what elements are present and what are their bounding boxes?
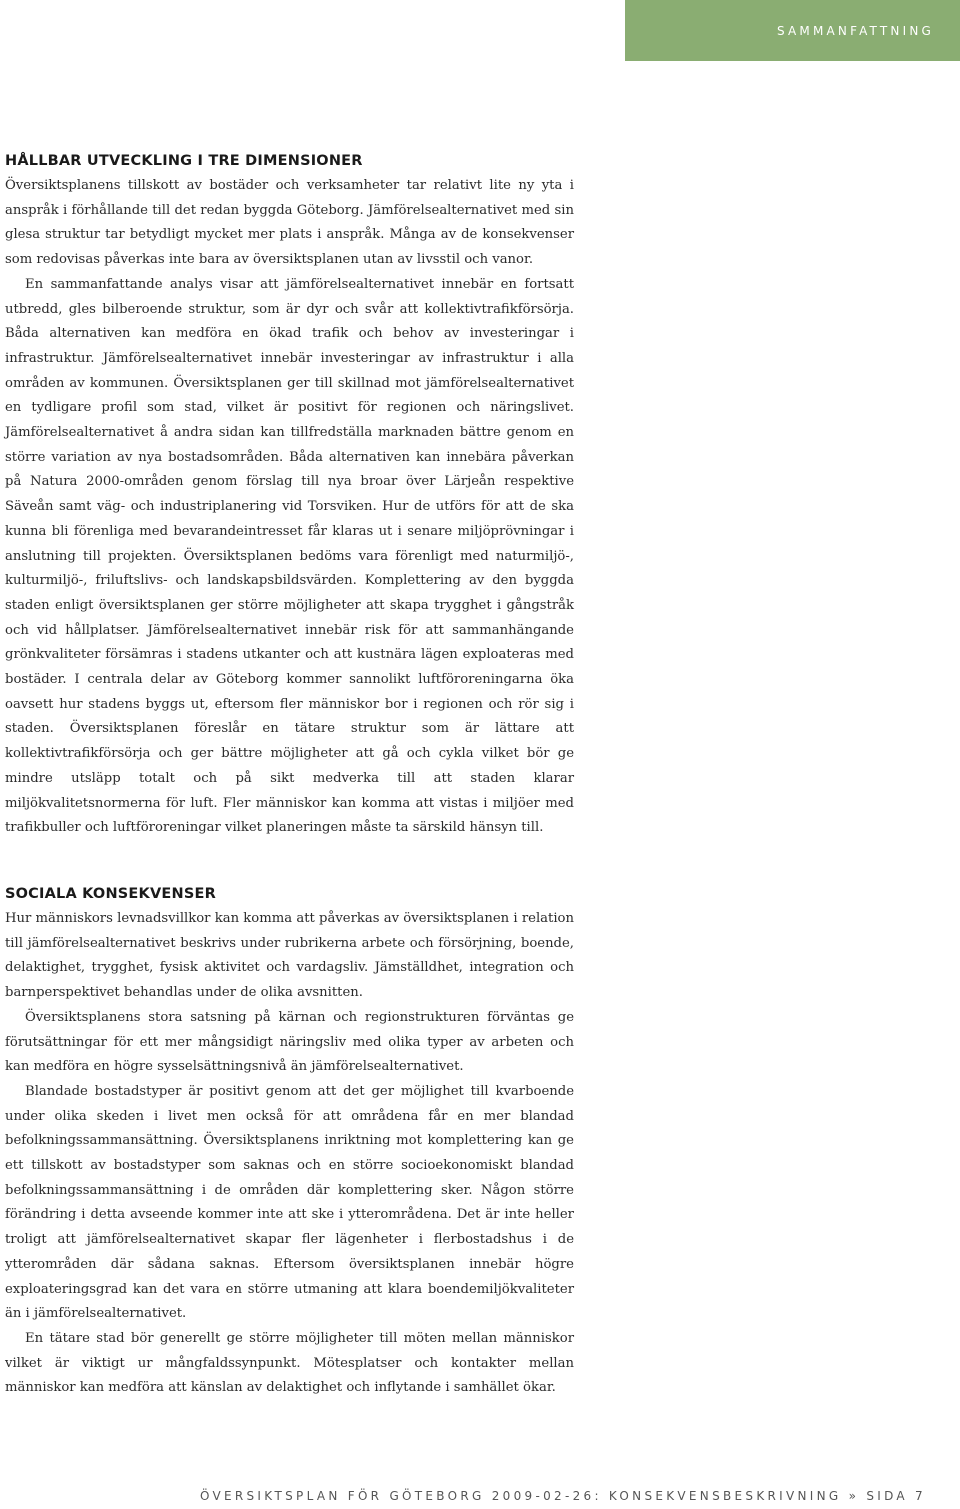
paragraph: Översiktsplanens stora satsning på kärnan och regionstrukturen förväntas ge förutsättningar för ett mer mångsidigt näringsliv med olika typer av arbeten och kan medföra en högre sysselsättningsnivå än jämförelsealternativet. <box>5 1009 574 1075</box>
paragraph: Blandade bostadstyper är positivt genom att det ger möjlighet till kvarboende under olika skeden i livet men också för att områdena får en mer blandad befolkningssammansättning. Översiktsplanens inriktning mot komplettering kan ge ett tillskott av bostadstyper som saknas och en större socioekonomiskt blandad befolkningssammansättning i de områden där komplettering sker. Någon större förändring i detta avseende kommer inte att ske i ytterområdena. Det är inte heller troligt att jämförelsealternativet skapar fler lägenheter i flerbostadshus i de ytterområden där sådana saknas. Eftersom översiktsplanen innebär högre exploateringsgrad kan det vara en större utmaning att klara boendemiljökvaliteter än i jämförelsealternativet. <box>5 1083 574 1322</box>
paragraph: Översiktsplanens tillskott av bostäder och verksamheter tar relativt lite ny yta i anspråk i förhållande till det redan byggda Göteborg. Jämförelsealternativet med sin glesa struktur tar betydligt mycket mer plats i anspråk. Många av de konsekvenser som redovisas påverkas inte bara av översiktsplanen utan av livsstil och vanor. <box>5 178 574 268</box>
document-body <box>5 148 574 1401</box>
section-header-tab <box>625 0 960 61</box>
section-spacer <box>5 841 574 881</box>
section-header-label: SAMMANFATTNING <box>776 23 934 38</box>
page-footer: ÖVERSIKTSPLAN FÖR GÖTEBORG 2009-02-26: KONSEKVENSBESKRIVNING » SIDA 7 <box>199 1489 926 1503</box>
paragraph: En tätare stad bör generellt ge större möjligheter till möten mellan människor vilket är viktigt ur mångfaldssynpunkt. Mötesplatser och kontakter mellan människor kan medföra att känslan av delaktighet och inflytande i samhället ökar. <box>5 1330 574 1396</box>
section-heading-sociala: SOCIALA KONSEKVENSER <box>5 885 216 902</box>
section-heading-hallbar: HÅLLBAR UTVECKLING I TRE DIMENSIONER <box>5 153 363 169</box>
paragraph: En sammanfattande analys visar att jämförelsealternativet innebär en fortsatt utbredd, gles bilberoende struktur, som är dyr och svår att kollektivtrafikförsörja. Båda alternativen kan medföra en ökad trafik och behov av investeringar i infrastruktur. Jämförelsealternativet innebär investeringar av infrastruktur i alla områden av kommunen. Översiktsplanen ger till skillnad mot jämförelsealternativet en tydligare profil som stad, vilket är positivt för regionen och näringslivet. Jämförelsealternativet å andra sidan kan tillfredställa marknaden bättre genom en större variation av nya bostadsområden. Båda alternativen kan innebära påverkan på Natura 2000-områden genom förslag till nya broar över Lärjeån respektive Säveån samt väg- och industriplanering vid Torsviken. Hur de utförs för att de ska kunna bli förenliga med bevarandeintresset får klaras ut i senare miljöprövningar i anslutning till projekten. Översiktsplanen bedöms vara förenligt med naturmiljö-, kulturmiljö-, friluftslivs- och landskapsbildsvärden. Komplettering av den byggda staden enligt översiktsplanen ger större möjligheter att skapa trygghet i gångstråk och vid hållplatser. Jämförelsealternativet innebär risk för att sammanhängande grönkvaliteter försämras i stadens utkanter och att kustnära lägen exploateras med bostäder. I centrala delar av Göteborg kommer sannolikt luftföroreningarna öka oavsett hur stadens byggs ut, eftersom fler människor bor i regionen och rör sig i staden. Översiktsplanen föreslår en tätare struktur som är lättare att kollektivtrafikförsörja och ger bättre möjligheter att gå och cykla vilket bör ge mindre utsläpp totalt och på sikt medverka till att staden klarar miljökvalitetsnormerna för luft. Fler människor kan komma att vistas i miljöer med trafikbuller och luftföroreningar vilket planeringen måste ta särskild hänsyn till. <box>5 276 574 836</box>
paragraph: Hur människors levnadsvillkor kan komma att påverkas av översiktsplanen i relation till jämförelsealternativet beskrivs under rubrikerna arbete och försörjning, boende, delaktighet, trygghet, fysisk aktivitet och vardagsliv. Jämställdhet, integration och barnperspektivet behandlas under de olika avsnitten. <box>5 910 574 1001</box>
